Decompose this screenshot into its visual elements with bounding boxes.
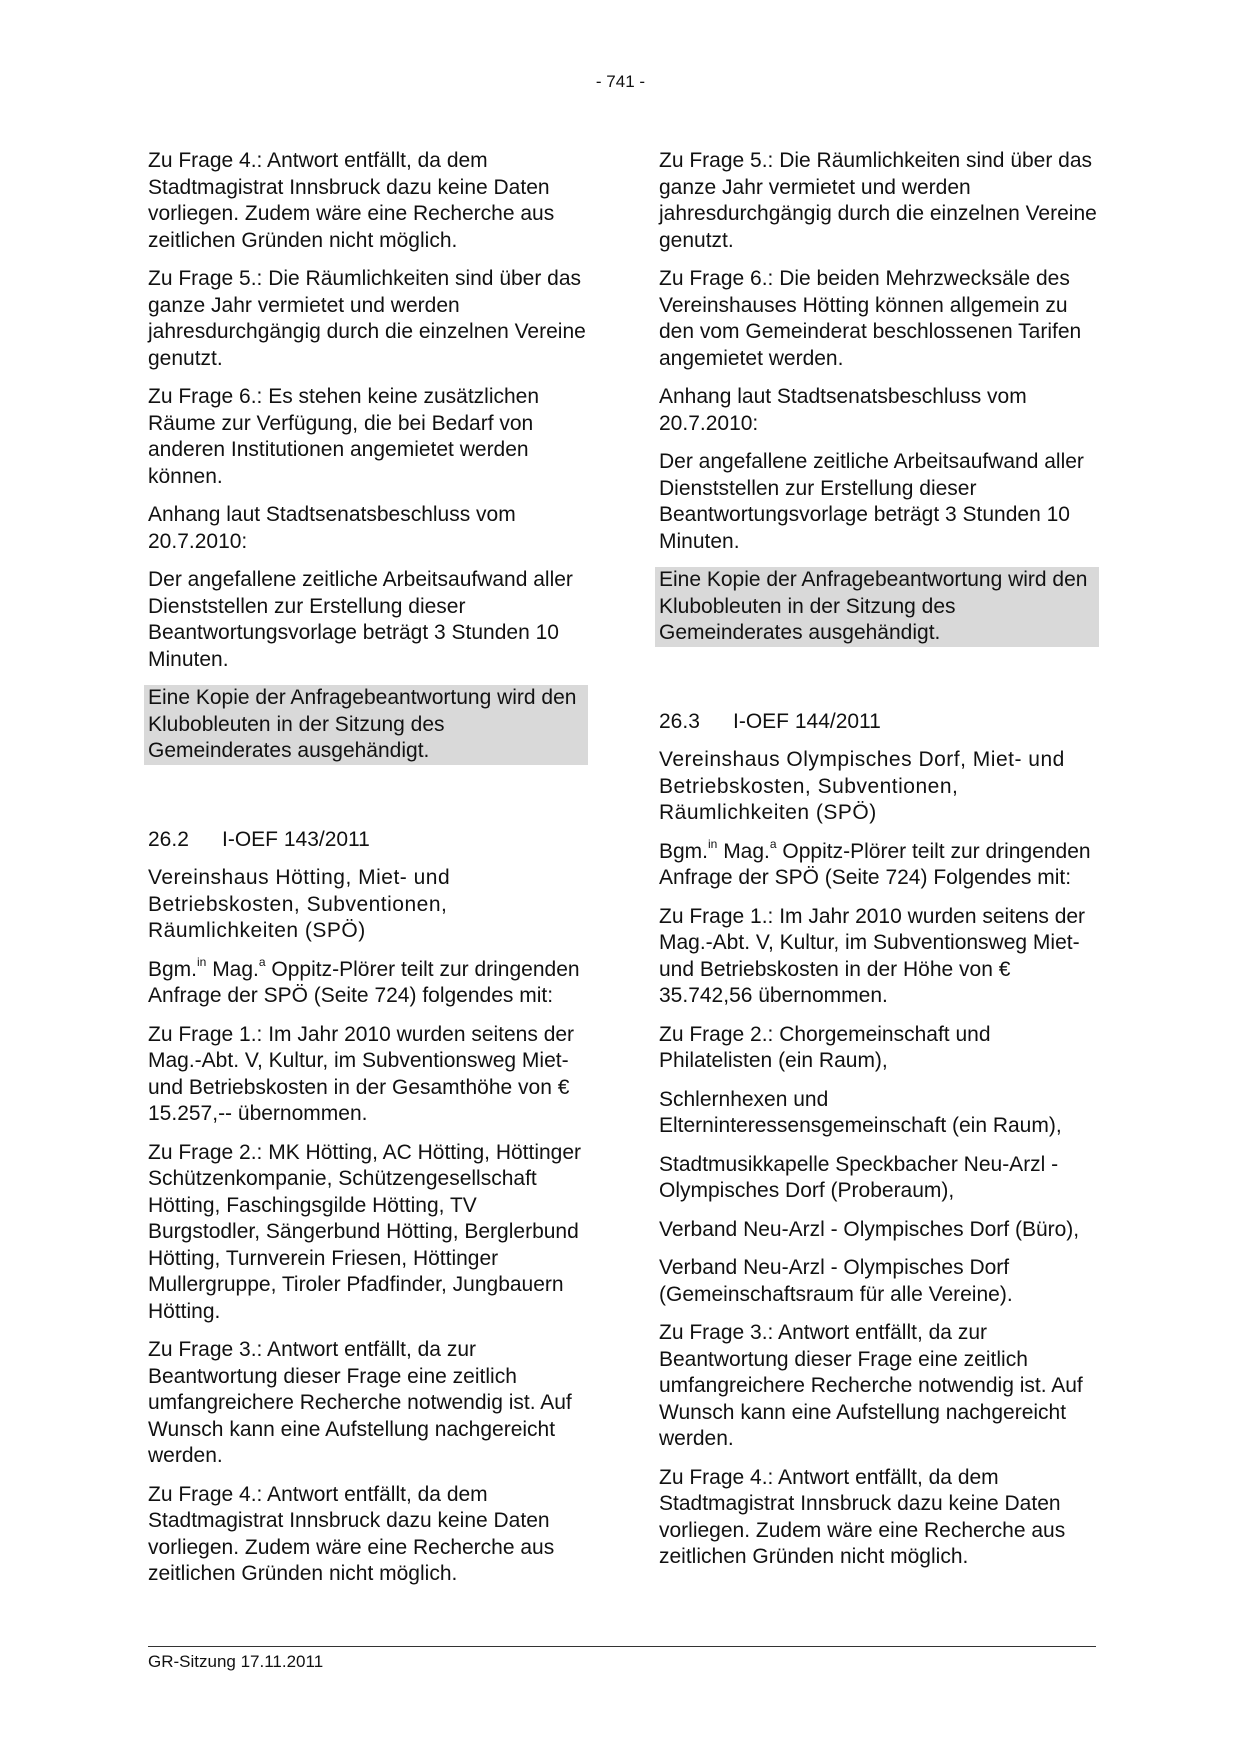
intro-sup-in: in bbox=[197, 954, 207, 969]
agenda-item-code: I-OEF 144/2011 bbox=[733, 709, 881, 733]
intro-mag: Mag. bbox=[717, 839, 770, 863]
agenda-item-code: I-OEF 143/2011 bbox=[222, 827, 370, 851]
paragraph: Zu Frage 2.: MK Hötting, AC Hötting, Höttinger Schützenkompanie, Schützengesellschaft Hötting, Faschingsgilde Hötting, TV Burgstodler, Sängerbund Hötting, Berglerbund Hötting, Turnverein Friesen, Höttinger Mullergruppe, Tiroler Pfadfinder, Jungbauern Hötting. bbox=[148, 1140, 582, 1323]
left-column bbox=[148, 148, 588, 1600]
agenda-item-number: 26.2 bbox=[148, 827, 189, 851]
paragraph: Verband Neu-Arzl - Olympisches Dorf (Gemeinschaftsraum für alle Vereine). bbox=[659, 1256, 1013, 1306]
agenda-item-number: 26.3 bbox=[659, 709, 700, 733]
highlighted-note: Eine Kopie der Anfragebeantwortung wird den Klubobleuten in der Sitzung des Gemeinderates ausgehändigt. bbox=[655, 567, 1099, 647]
intro-mag: Mag. bbox=[206, 957, 259, 981]
intro-bgm: Bgm. bbox=[659, 839, 709, 863]
agenda-item-heading bbox=[659, 709, 1099, 736]
intro-sup-a: a bbox=[769, 836, 777, 851]
paragraph: Zu Frage 3.: Antwort entfällt, da zur Beantwortung dieser Frage eine zeitlich umfangreichere Recherche notwendig ist. Auf Wunsch kann eine Aufstellung nachgereicht werden. bbox=[148, 1338, 572, 1467]
paragraph: Anhang laut Stadtsenatsbeschluss vom 20.7.2010: bbox=[148, 503, 516, 553]
paragraph: Der angefallene zeitliche Arbeitsaufwand aller Dienststellen zur Erstellung dieser Beantwortungsvorlage beträgt 3 Stunden 10 Minuten. bbox=[659, 450, 1084, 553]
paragraph: Anhang laut Stadtsenatsbeschluss vom 20.7.2010: bbox=[659, 385, 1027, 435]
intro-paragraph bbox=[148, 954, 588, 1010]
spacer bbox=[659, 659, 1099, 709]
footer-text: GR-Sitzung 17.11.2011 bbox=[148, 1652, 324, 1671]
paragraph: Zu Frage 1.: Im Jahr 2010 wurden seitens der Mag.-Abt. V, Kultur, im Subventionsweg Miet- und Betriebskosten in der Gesamthöhe von € 15.257,-- übernommen. bbox=[148, 1022, 575, 1125]
intro-sup-a: a bbox=[258, 954, 266, 969]
paragraph: Schlernhexen und Elterninteressensgemeinschaft (ein Raum), bbox=[659, 1087, 1062, 1137]
paragraph: Verband Neu-Arzl - Olympisches Dorf (Büro), bbox=[659, 1217, 1080, 1241]
paragraph: Zu Frage 5.: Die Räumlichkeiten sind über das ganze Jahr vermietet und werden jahresdurchgängig durch die einzelnen Vereine genutzt. bbox=[659, 149, 1097, 252]
paragraph: Zu Frage 6.: Es stehen keine zusätzlichen Räume zur Verfügung, die bei Bedarf von anderen Institutionen angemietet werden können. bbox=[148, 385, 540, 488]
intro-bgm: Bgm. bbox=[148, 957, 198, 981]
paragraph: Der angefallene zeitliche Arbeitsaufwand aller Dienststellen zur Erstellung dieser Beantwortungsvorlage beträgt 3 Stunden 10 Minuten. bbox=[148, 568, 573, 671]
paragraph: Zu Frage 6.: Die beiden Mehrzwecksäle des Vereinshauses Hötting können allgemein zu den vom Gemeinderat beschlossenen Tarifen angemietet werden. bbox=[659, 267, 1082, 370]
paragraph: Stadtmusikkapelle Speckbacher Neu-Arzl - Olympisches Dorf (Proberaum), bbox=[659, 1152, 1059, 1202]
intro-rest: Oppitz-Plörer teilt zur dringenden Anfrage der SPÖ (Seite 724) Folgendes mit: bbox=[659, 839, 1091, 889]
paragraph: Zu Frage 3.: Antwort entfällt, da zur Beantwortung dieser Frage eine zeitlich umfangreichere Recherche notwendig ist. Auf Wunsch kann eine Aufstellung nachgereicht werden. bbox=[659, 1321, 1083, 1450]
footer-divider bbox=[148, 1646, 1096, 1647]
spacer bbox=[148, 777, 588, 827]
intro-rest: Oppitz-Plörer teilt zur dringenden Anfrage der SPÖ (Seite 724) folgendes mit: bbox=[148, 957, 580, 1007]
agenda-item-heading bbox=[148, 827, 588, 854]
agenda-item-title: Vereinshaus Hötting, Miet- und Betriebskosten, Subventionen, Räumlichkeiten (SPÖ) bbox=[148, 866, 451, 942]
highlighted-note: Eine Kopie der Anfragebeantwortung wird den Klubobleuten in der Sitzung des Gemeinderates ausgehändigt. bbox=[144, 685, 588, 765]
agenda-item-title: Vereinshaus Olympisches Dorf, Miet- und Betriebskosten, Subventionen, Räumlichkeiten (SPÖ) bbox=[659, 748, 1065, 824]
paragraph: Zu Frage 4.: Antwort entfällt, da dem Stadtmagistrat Innsbruck dazu keine Daten vorliegen. Zudem wäre eine Recherche aus zeitlichen Gründen nicht möglich. bbox=[148, 149, 555, 252]
right-column bbox=[659, 148, 1099, 1583]
intro-sup-in: in bbox=[708, 836, 718, 851]
paragraph: Zu Frage 5.: Die Räumlichkeiten sind über das ganze Jahr vermietet und werden jahresdurchgängig durch die einzelnen Vereine genutzt. bbox=[148, 267, 586, 370]
paragraph: Zu Frage 1.: Im Jahr 2010 wurden seitens der Mag.-Abt. V, Kultur, im Subventionsweg Miet- und Betriebskosten in der Höhe von € 35.742,56 übernommen. bbox=[659, 904, 1086, 1007]
paragraph: Zu Frage 4.: Antwort entfällt, da dem Stadtmagistrat Innsbruck dazu keine Daten vorliegen. Zudem wäre eine Recherche aus zeitlichen Gründen nicht möglich. bbox=[148, 1482, 555, 1585]
page-number: - 741 - bbox=[595, 72, 646, 91]
paragraph: Zu Frage 2.: Chorgemeinschaft und Philatelisten (ein Raum), bbox=[659, 1022, 991, 1072]
paragraph: Zu Frage 4.: Antwort entfällt, da dem Stadtmagistrat Innsbruck dazu keine Daten vorliegen. Zudem wäre eine Recherche aus zeitlichen Gründen nicht möglich. bbox=[659, 1465, 1066, 1568]
intro-paragraph bbox=[659, 836, 1099, 892]
